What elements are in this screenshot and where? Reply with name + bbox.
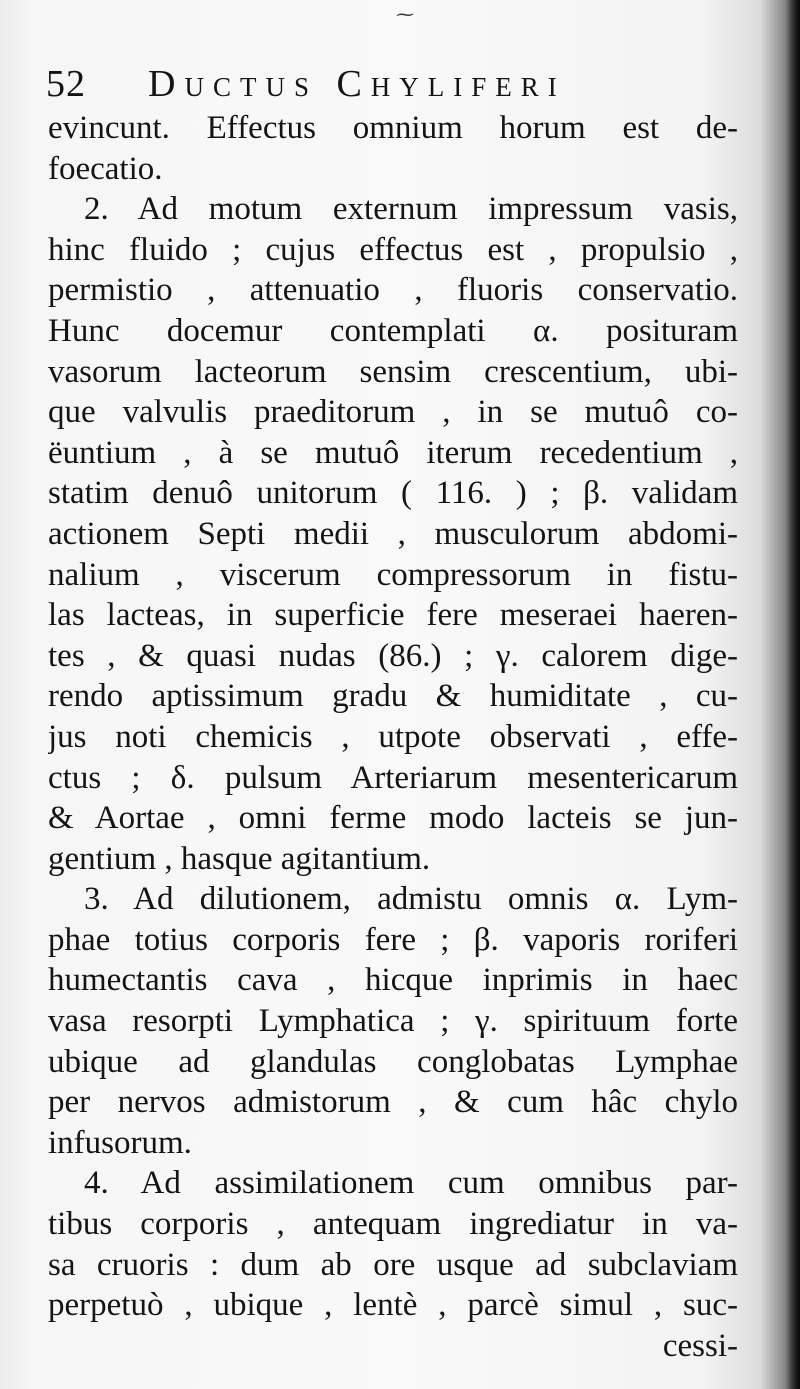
page-header: [46, 62, 736, 110]
text-line: que valvulis praeditorum , in se mutuô co-: [48, 394, 738, 431]
text-line: infusorum.: [48, 1124, 192, 1161]
body-text: [48, 108, 738, 1366]
running-title: Ductus Chyliferi: [148, 63, 566, 105]
text-line: ctus ; δ. pulsum Arteriarum mesentericarum: [48, 759, 738, 796]
text-line: tes , & quasi nudas (86.) ; γ. calorem dige-: [48, 637, 738, 674]
text-line: & Aortae , omni ferme modo lacteis se jun-: [48, 800, 738, 837]
text-line: per nervos admistorum , & cum hâc chylo: [48, 1084, 738, 1121]
text-line: foecatio.: [48, 150, 163, 187]
text-line: 2. Ad motum externum impressum vasis,: [84, 191, 738, 228]
text-line: ubique ad glandulas conglobatas Lymphae: [48, 1043, 738, 1080]
page-number: 52: [46, 63, 86, 105]
text-line: Hunc docemur contemplati α. posituram: [48, 312, 738, 349]
text-line: evincunt. Effectus omnium horum est de-: [48, 110, 738, 146]
text-line: gentium , hasque agitantium.: [48, 840, 431, 877]
catchword: cessi-: [662, 1327, 738, 1364]
text-line: rendo aptissimum gradu & humiditate , cu-: [48, 678, 738, 715]
text-line: sa cruoris : dum ab ore usque ad subclaviam: [48, 1246, 738, 1283]
text-line: hinc fluido ; cujus effectus est , propulsio ,: [48, 231, 738, 268]
text-line: phae totius corporis fere ; β. vaporis roriferi: [48, 921, 738, 958]
text-line: tibus corporis , antequam ingrediatur in va-: [48, 1206, 738, 1243]
text-line: actionem Septi medii , musculorum abdomi-: [48, 515, 738, 552]
text-line: vasorum lacteorum sensim crescentium, ubi-: [48, 353, 738, 390]
page-edge-shadow: [786, 0, 800, 1389]
text-line: 4. Ad assimilationem cum omnibus par-: [84, 1165, 738, 1202]
text-line: ëuntium , à se mutuô iterum recedentium ,: [48, 434, 738, 471]
text-line: jus noti chemicis , utpote observati , effe-: [48, 718, 738, 755]
text-line: las lacteas, in superficie fere meseraei haeren-: [48, 597, 738, 634]
text-line: nalium , viscerum compressorum in fistu-: [48, 556, 738, 593]
text-line: humectantis cava , hicque inprimis in haec: [48, 962, 738, 999]
text-line: 3. Ad dilutionem, admistu omnis α. Lym-: [84, 881, 738, 918]
ink-mark: ⁓: [396, 4, 414, 25]
text-line: statim denuô unitorum ( 116. ) ; β. validam: [48, 475, 738, 512]
text-line: permistio , attenuatio , fluoris conservatio.: [48, 272, 738, 309]
text-line: vasa resorpti Lymphatica ; γ. spirituum forte: [48, 1003, 738, 1040]
text-line: perpetuò , ubique , lentè , parcè simul , suc-: [48, 1287, 738, 1324]
